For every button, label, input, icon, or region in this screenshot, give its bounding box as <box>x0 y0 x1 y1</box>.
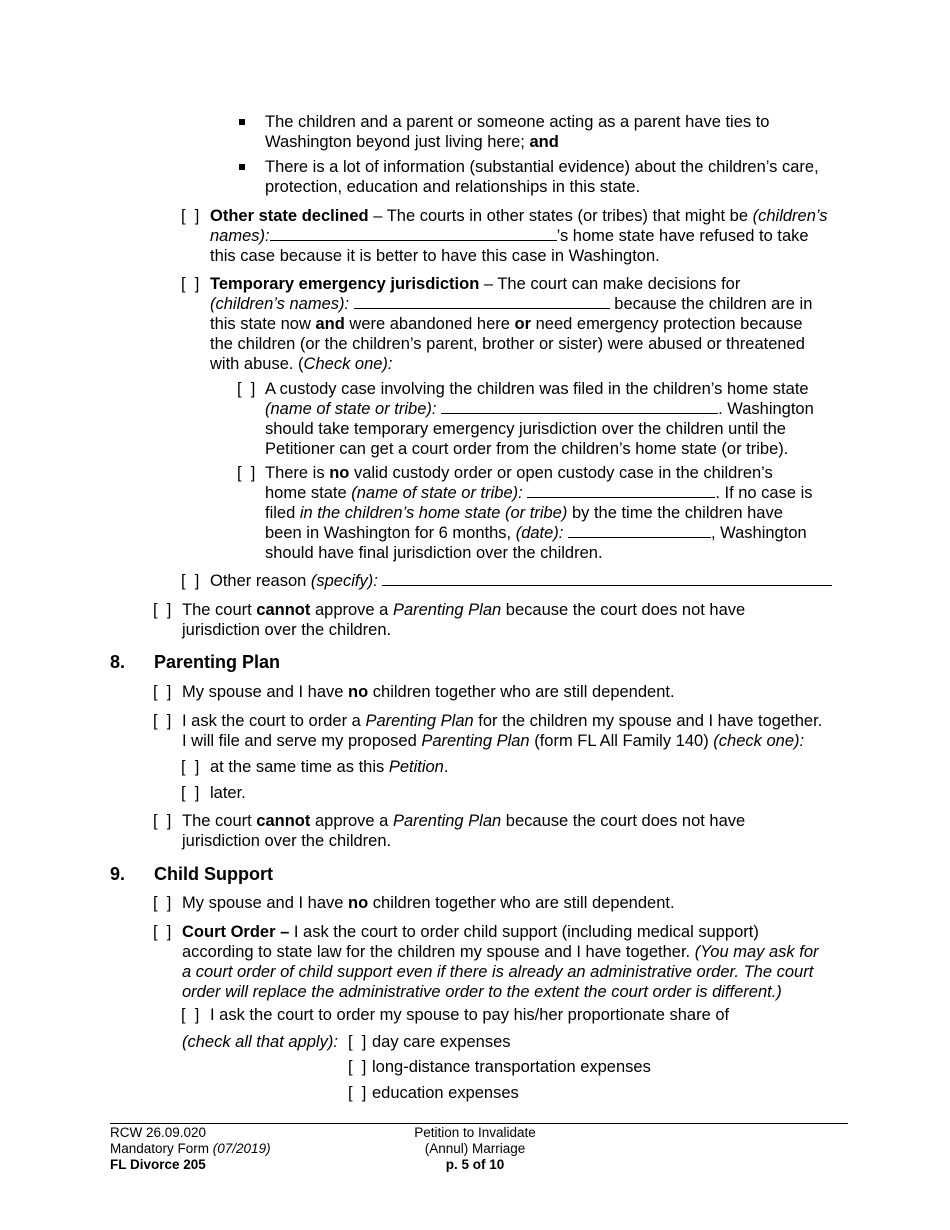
cannot-approve-8: The court cannot approve a Parenting Plan because the court does not have jurisdiction over the children. <box>182 812 746 850</box>
checkbox-cannot-approve[interactable]: [ ] <box>153 601 172 619</box>
transportation-expenses: long-distance transportation expenses <box>372 1058 651 1076</box>
proportionate-share: I ask the court to order my spouse to pay his/her proportionate share of <box>210 1006 730 1024</box>
footer-left: RCW 26.09.020 Mandatory Form (07/2019) FL Divorce 205 <box>110 1125 271 1172</box>
checkbox-no-children-9[interactable]: [ ] <box>153 894 172 912</box>
checkbox-transportation[interactable]: [ ] <box>348 1058 367 1076</box>
check-all-that-apply: (check all that apply): <box>182 1033 338 1051</box>
checkbox-proportionate-share[interactable]: [ ] <box>181 1006 200 1024</box>
section-8-title: Parenting Plan <box>154 652 281 672</box>
checkbox-other-state-declined[interactable]: [ ] <box>181 207 200 225</box>
other-reason-field[interactable] <box>382 571 832 586</box>
section-9-number: 9. <box>110 864 126 884</box>
checkbox-day-care[interactable]: [ ] <box>348 1033 367 1051</box>
other-reason: Other reason (specify): <box>210 571 850 591</box>
later: later. <box>210 784 246 802</box>
option-no-valid-order: There is no valid custody order or open custody case in the children’s home state (name of state or tribe): . If no case is filed in the children’s home state (or tribe) by the time the children have been in Washington for 6 months, (date): , Washington should have final jurisdiction over the children. <box>265 464 813 562</box>
court-order-child-support: Court Order – I ask the court to order child support (including medical support) according to state law for the children my spouse and I have together. (You may ask for a court order of child support even if there is already an administrative order. The court order will replace the administrative order to the extent the court order is different.) <box>182 923 819 1001</box>
section-8-number: 8. <box>110 652 126 672</box>
bullet-ties: The children and a parent or someone acting as a parent have ties to Washington beyond just living here; and <box>265 113 770 151</box>
checkbox-education[interactable]: [ ] <box>348 1084 367 1102</box>
checkbox-temporary-emergency[interactable]: [ ] <box>181 275 200 293</box>
checkbox-other-reason[interactable]: [ ] <box>181 572 200 590</box>
education-expenses: education expenses <box>372 1084 519 1102</box>
bullet-evidence: There is a lot of information (substantial evidence) about the children’s care, protection, education and relationships in this state. <box>265 158 819 196</box>
bullet-icon <box>239 119 245 125</box>
checkbox-later[interactable]: [ ] <box>181 784 200 802</box>
section-9-title: Child Support <box>154 864 273 884</box>
checkbox-no-valid-order[interactable]: [ ] <box>237 464 256 482</box>
order-parenting-plan: I ask the court to order a Parenting Plan for the children my spouse and I have together. I will file and serve my proposed Parenting Plan (form FL All Family 140) (check one): <box>182 712 823 750</box>
checkbox-same-time[interactable]: [ ] <box>181 758 200 776</box>
cannot-approve-jurisdiction: The court cannot approve a Parenting Plan because the court does not have jurisdiction over the children. <box>182 601 746 639</box>
temporary-emergency-jurisdiction: Temporary emergency jurisdiction – The court can make decisions for (children’s names): because the children are in this state now and were abandoned here or need emergency protection because the children (or the children’s parent, brother or sister) were abused or threatened with abuse. (Check one): <box>210 275 813 373</box>
footer-center: Petition to Invalidate (Annul) Marriage p. 5 of 10 <box>414 1125 536 1172</box>
no-children-dependent-9: My spouse and I have no children together who are still dependent. <box>182 894 675 912</box>
checkbox-no-children[interactable]: [ ] <box>153 683 172 701</box>
checkbox-cannot-approve-8[interactable]: [ ] <box>153 812 172 830</box>
checkbox-court-order[interactable]: [ ] <box>153 923 172 941</box>
footer-rule <box>110 1123 848 1124</box>
day-care-expenses: day care expenses <box>372 1033 511 1051</box>
state-or-tribe-field[interactable] <box>527 483 715 498</box>
checkbox-case-filed-home-state[interactable]: [ ] <box>237 380 256 398</box>
no-children-dependent: My spouse and I have no children together who are still dependent. <box>182 683 675 701</box>
state-or-tribe-field[interactable] <box>441 399 718 414</box>
checkbox-order-parenting-plan[interactable]: [ ] <box>153 712 172 730</box>
children-names-field[interactable] <box>354 294 610 309</box>
bullet-icon <box>239 164 245 170</box>
children-names-field[interactable] <box>270 226 557 241</box>
other-state-declined: Other state declined – The courts in other states (or tribes) that might be (children’s names): ’s home state have refused to take this case because it is better to have this case in Washington. <box>210 207 828 265</box>
option-case-filed: A custody case involving the children was filed in the children’s home state (name of state or tribe): . Washington should take temporary emergency jurisdiction over the children until the Petitioner can get a court order from the children’s home state (or tribe). <box>265 380 814 458</box>
date-field[interactable] <box>568 523 711 538</box>
same-time-as-petition: at the same time as this Petition. <box>210 758 449 776</box>
